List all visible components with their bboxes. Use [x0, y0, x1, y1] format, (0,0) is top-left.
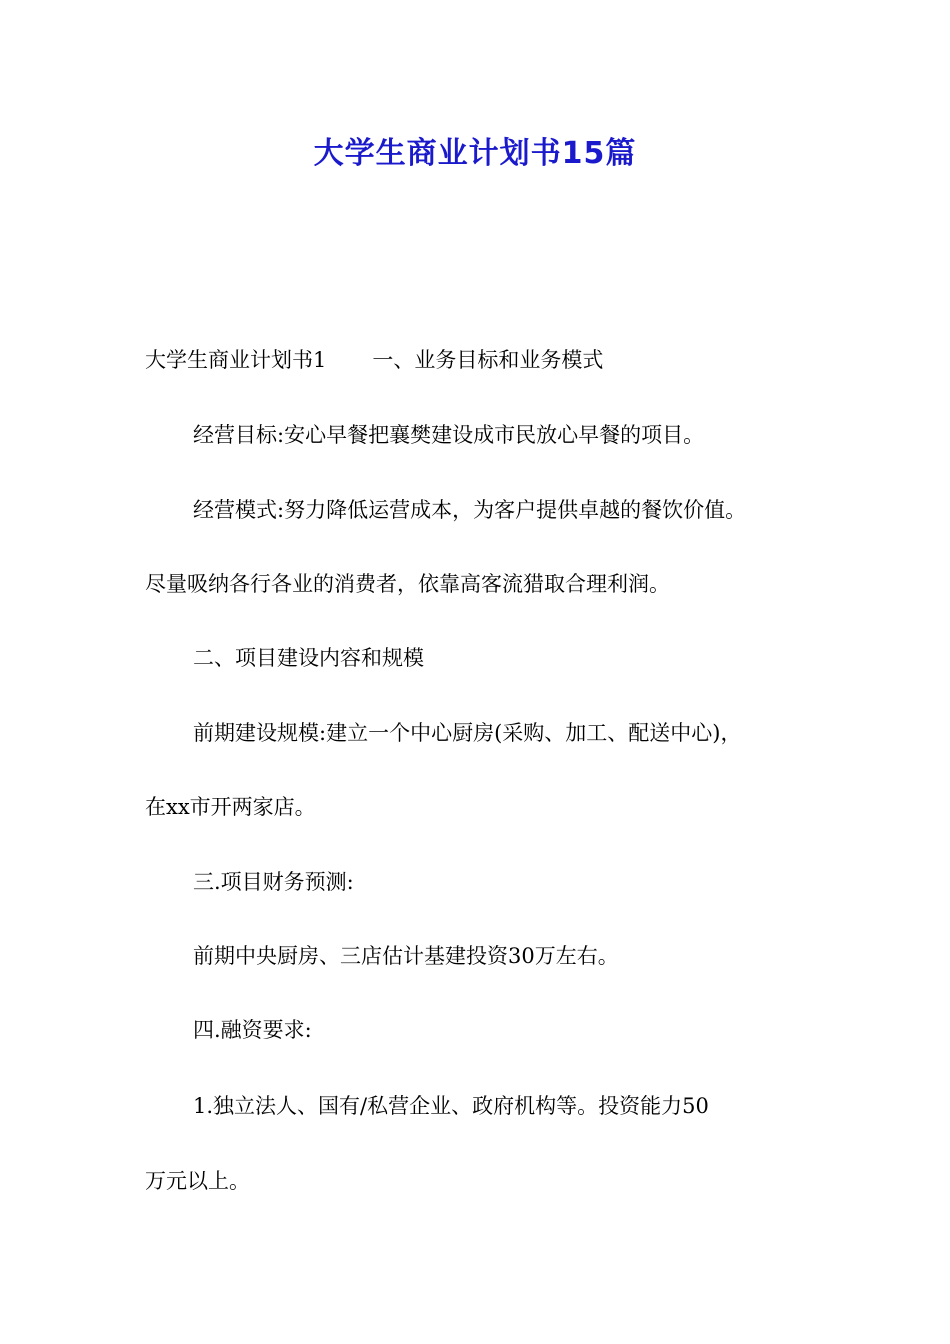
paragraph-line: 在xx市开两家店。 — [145, 795, 316, 819]
section-heading-1: 一、业务目标和业务模式 — [372, 348, 604, 372]
paragraph-line: 前期中央厨房、三店估计基建投资30万左右。 — [193, 944, 619, 968]
document-title: 大学生商业计划书15篇 — [313, 136, 637, 171]
section-heading-3: 三.项目财务预测: — [193, 870, 354, 894]
paragraph-line: 经营目标:安心早餐把襄樊建设成市民放心早餐的项目。 — [193, 423, 705, 447]
section-heading-4: 四.融资要求: — [193, 1018, 312, 1042]
section-heading-line — [145, 345, 825, 375]
plan-number-label: 大学生商业计划书1 — [145, 348, 327, 372]
paragraph-line: 万元以上。 — [145, 1169, 250, 1193]
paragraph-line: 1.独立法人、国有/私营企业、政府机构等。投资能力50 — [193, 1094, 709, 1118]
paragraph-line: 尽量吸纳各行各业的消费者，依靠高客流猎取合理利润。 — [145, 572, 670, 596]
section-heading-2: 二、项目建设内容和规模 — [193, 646, 424, 670]
paragraph-line: 前期建设规模:建立一个中心厨房(采购、加工、配送中心)， — [193, 721, 742, 745]
paragraph-line: 经营模式:努力降低运营成本，为客户提供卓越的餐饮价值。 — [193, 498, 747, 522]
